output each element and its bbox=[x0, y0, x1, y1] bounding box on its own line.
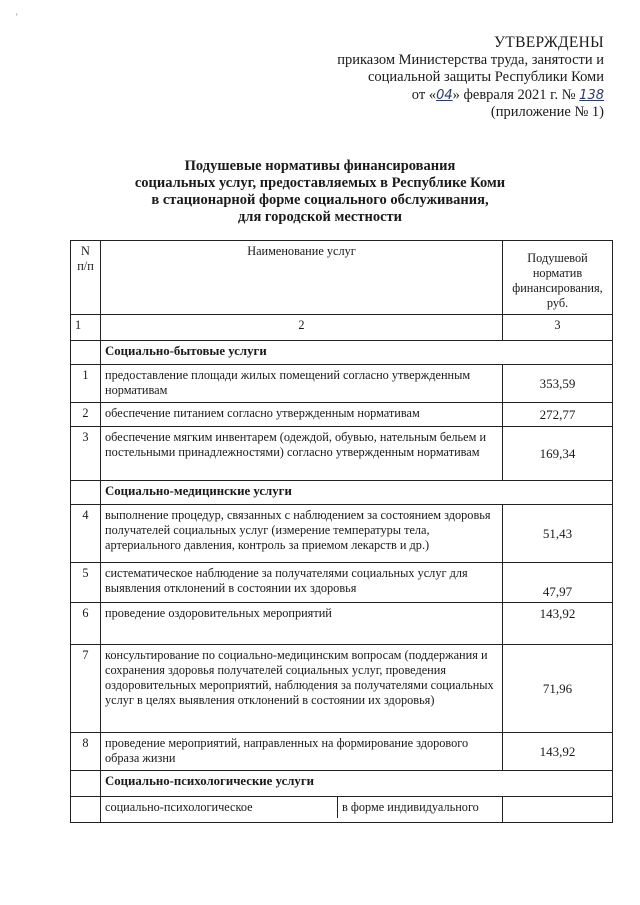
row-value: 47,97 bbox=[503, 563, 613, 603]
row-value: 51,43 bbox=[503, 505, 613, 563]
section-title: Социально-психологические услуги bbox=[101, 771, 613, 797]
row-name: проведение мероприятий, направленных на формирование здорового образа жизни bbox=[101, 733, 503, 771]
row-name: обеспечение питанием согласно утвержденным нормативам bbox=[101, 403, 503, 427]
table-row bbox=[71, 797, 613, 823]
title-line-4: для городской местности bbox=[237, 209, 403, 225]
section-spacer bbox=[71, 481, 101, 505]
header-name: Наименование услуг bbox=[101, 241, 503, 315]
row-value: 143,92 bbox=[503, 733, 613, 771]
row-name: консультирование по социально-медицинским вопросам (поддержания и сохранения здоровья получателей социальных услуг, проведения оздоровительных мероприятий, наблюдения за получателями социальных услуг в целях выявления отклонений в состоянии их здоровья) bbox=[101, 645, 503, 733]
row-num: 3 bbox=[71, 427, 101, 481]
title-line-1: Подушевые нормативы финансирования bbox=[184, 158, 456, 174]
section-spacer bbox=[71, 341, 101, 365]
row-name: предоставление площади жилых помещений согласно утвержденным нормативам bbox=[101, 365, 503, 403]
row-name: систематическое наблюдение за получателями социальных услуг для выявления отклонений в состоянии их здоровья bbox=[101, 563, 503, 603]
row-name-right: в форме индивидуального bbox=[342, 800, 479, 814]
scan-mark: ' bbox=[16, 12, 18, 22]
col-number-2: 2 bbox=[101, 315, 503, 341]
table-row bbox=[71, 603, 613, 645]
row-value: 143,92 bbox=[503, 603, 613, 645]
table-row bbox=[71, 365, 613, 403]
date-day: 04 bbox=[436, 87, 453, 103]
row-value: 272,77 bbox=[503, 403, 613, 427]
section-row bbox=[71, 481, 613, 505]
table-row bbox=[71, 733, 613, 771]
row-name: проведение оздоровительных мероприятий bbox=[101, 603, 503, 645]
section-row bbox=[71, 341, 613, 365]
row-value: 353,59 bbox=[503, 365, 613, 403]
row-num bbox=[71, 797, 101, 823]
title-line-3: в стационарной форме социального обслуживания, bbox=[151, 192, 489, 208]
row-name: обеспечение мягким инвентарем (одеждой, обувью, нательным бельем и постельными принадлежностями) согласно утвержденным нормативам bbox=[101, 427, 503, 481]
approval-line-2: социальной защиты Республики Коми bbox=[367, 69, 604, 85]
section-title: Социально-бытовые услуги bbox=[101, 341, 613, 365]
table-row bbox=[71, 563, 613, 603]
appendix-label: (приложение № 1) bbox=[490, 104, 604, 120]
row-num: 7 bbox=[71, 645, 101, 733]
row-value: 169,34 bbox=[503, 427, 613, 481]
table-header-row bbox=[71, 241, 613, 315]
row-num: 2 bbox=[71, 403, 101, 427]
section-spacer bbox=[71, 771, 101, 797]
table-row bbox=[71, 645, 613, 733]
col-number-3: 3 bbox=[503, 315, 613, 341]
approval-date-line bbox=[337, 87, 604, 105]
approval-block bbox=[337, 34, 604, 122]
column-number-row bbox=[71, 315, 613, 341]
title-line-2: социальных услуг, предоставляемых в Республике Коми bbox=[134, 175, 506, 191]
section-row bbox=[71, 771, 613, 797]
row-num: 8 bbox=[71, 733, 101, 771]
row-value: 71,96 bbox=[503, 645, 613, 733]
row-num: 4 bbox=[71, 505, 101, 563]
norms-table bbox=[70, 240, 613, 823]
row-num: 6 bbox=[71, 603, 101, 645]
row-name-split bbox=[101, 797, 503, 823]
approved-heading: УТВЕРЖДЕНЫ bbox=[494, 34, 604, 51]
row-num: 5 bbox=[71, 563, 101, 603]
header-num: N п/п bbox=[71, 241, 101, 315]
date-prefix: от « bbox=[411, 86, 437, 103]
order-number: 138 bbox=[579, 87, 604, 103]
row-num: 1 bbox=[71, 365, 101, 403]
table-row bbox=[71, 505, 613, 563]
table-row bbox=[71, 403, 613, 427]
document-title bbox=[0, 158, 640, 226]
section-title: Социально-медицинские услуги bbox=[101, 481, 613, 505]
header-norm: Подушевой норматив финансирования, руб. bbox=[503, 241, 613, 315]
row-value bbox=[503, 797, 613, 823]
row-name-left: социально-психологическое bbox=[101, 797, 338, 818]
table-row bbox=[71, 427, 613, 481]
row-name: выполнение процедур, связанных с наблюдением за состоянием здоровья получателей социальных услуг (измерение температуры тела, артериального давления, контроль за приемом лекарств и др.) bbox=[101, 505, 503, 563]
col-number-1: 1 bbox=[71, 315, 101, 341]
date-suffix: » февраля 2021 г. № bbox=[452, 86, 576, 103]
approval-line-1: приказом Министерства труда, занятости и bbox=[337, 51, 604, 68]
